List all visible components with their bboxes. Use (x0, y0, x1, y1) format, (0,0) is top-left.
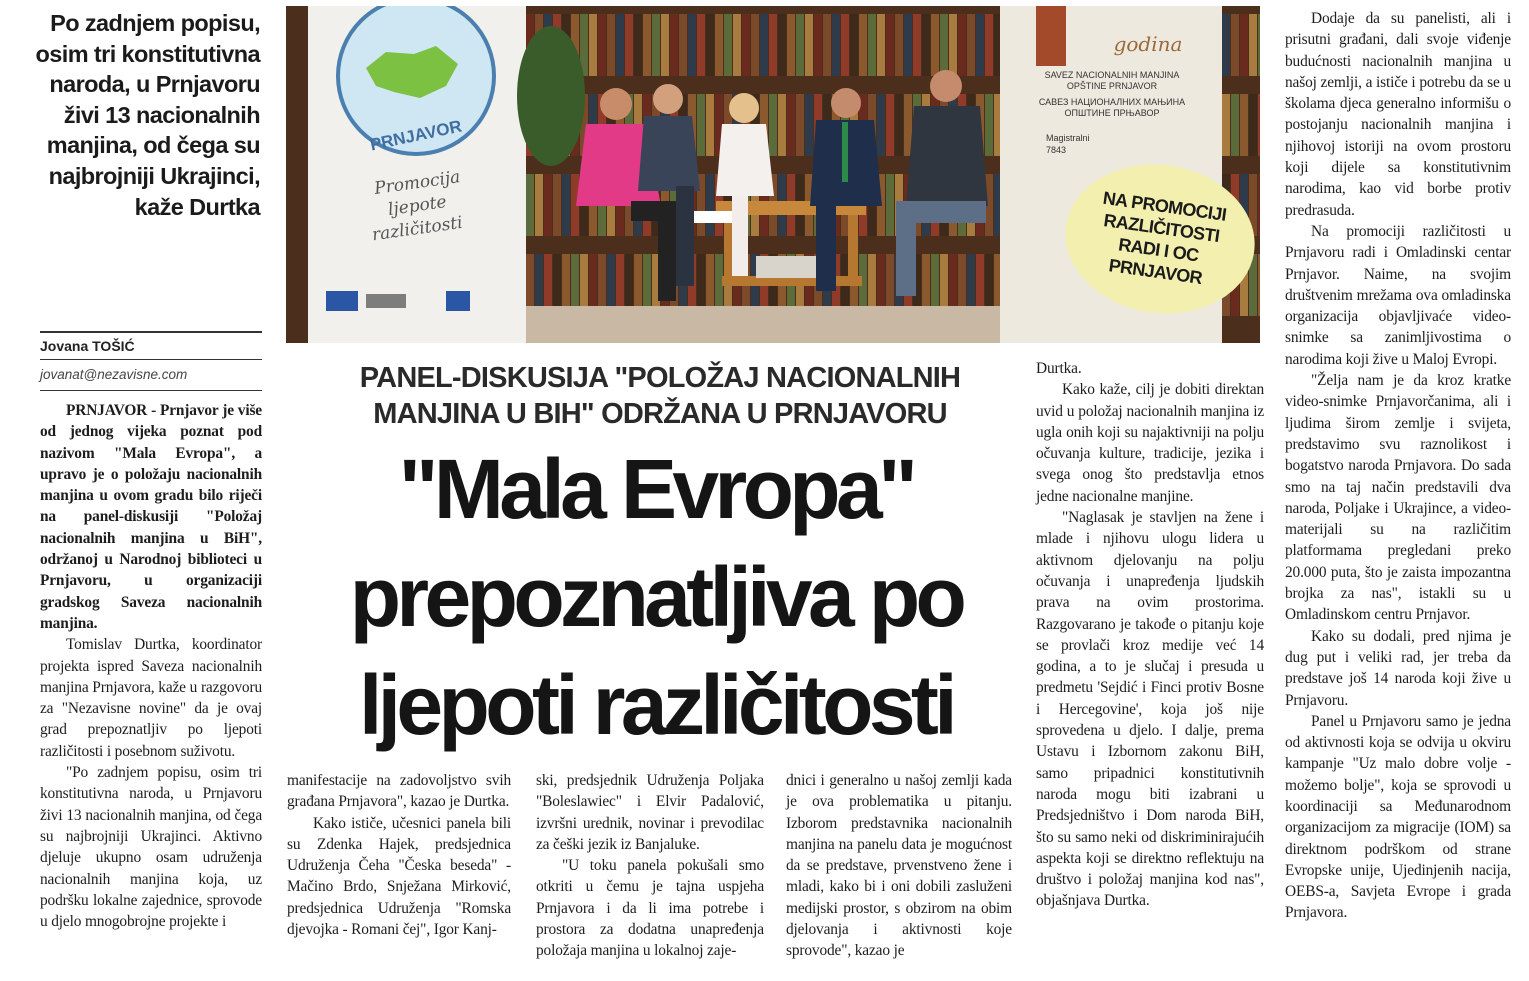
paragraph: "Naglasak je stavljen na žene i mlade i njihovu ulogu lidera u aktivnom djelovanju na polju očuvanja i unapređenja ljudskih prava na ovim prostorima. Razgovarano je takođe o pitanju koje se provlači kroz medije već 14 godina, a to je slučaj i presuda u predmetu 'Sejdić i Finci protiv Bosne i Hercegovine', koja još nije sprovedena u djelo. I dalje, prema Ustavu i Izbornom zakonu BiH, samo pripadnici konstitutivnih naroda mogu biti izabrani u Predsjedništvo i Dom naroda BiH, što su samo neki od diskriminirajućih aspekta koji se direktno reflektuju na društvo i položaj manjina kod nas", objašnjava Durtka. (1036, 509, 1264, 910)
author-rule-mid (40, 359, 262, 360)
paragraph: "Želja nam je da kroz kratke video-snimke Prnjavorčanima, ali i ljudima širom zemlje i svijeta, predstavimo svu raznolikost i bogatstvo naroda Prnjavora. Do sada smo na taj način predstavili dva naroda, Poljake i Ukrajince, a video-materijali su na različitim platformama pregledani preko 20.000 puta, što je zaista impozantna brojka za nas", istakli su u Omladinskom centru Prnjavor. (1285, 372, 1511, 624)
headline-line-2: prepoznatljiva po (349, 550, 963, 644)
paragraph: Durtka. (1036, 360, 1082, 377)
paragraph: "U toku panela pokušali smo otkriti u čemu je tajna uspjeha Prnjavora i da li ima potrebe i prostora za dodatna unapređenja položaja manjina u lokalnoj zaje- (536, 857, 764, 960)
banner-line-2: ljepote (386, 192, 448, 221)
paragraph: "Po zadnjem popisu, osim tri konstitutivna naroda, u Prnjavoru živi 13 nacionalnih manjina, od čega su najbrojniji Ukrajinci. Aktivno djeluje ukupno osam udruženja nacionalnih manjina koja, uz podršku lokalne zajednice, sprovode u djelo mnogobrojne projekte i (40, 764, 262, 931)
lead-paragraph: PRNJAVOR - Prnjavor je više od jednog vijeka poznat pod nazivom "Mala Evropa", a upravo je o položaju nacionalnih manjina u ovom gradu bilo riječi na panel-diskusiji "Položaj nacionalnih manjina u BiH", održanoj u Narodnoj biblioteci u Prnjavoru, u organizaciji gradskog Saveza nacionalnih manjina. (40, 402, 262, 632)
paragraph: manifestacije na zadovoljstvo svih građana Prnjavora", kazao je Durtka. (287, 772, 511, 811)
paragraph: Kako kaže, cilj je dobiti direktan uvid u položaj nacionalnih manjina iz ugla onih koji su najaktivniji na polju očuvanja kulture, tradicije, jezika i svega onog što predstavlja etnos jedne nacionalne manjine. (1036, 381, 1264, 505)
banner-right-godina: godina (1113, 32, 1183, 56)
paragraph: Tomislav Durtka, koordinator projekta ispred Saveza nacionalnih manjina Prnjavora, kaže u razgovoru za "Nezavisne novine" da je ovaj grad prepoznatljiv po ljepoti različitosti i posebnom suživotu. (40, 636, 262, 760)
headline (286, 435, 1026, 759)
body-column-2 (287, 770, 511, 940)
author-rule-bottom (40, 390, 262, 391)
banner-right-line-6: 7843 (1046, 145, 1067, 155)
banner-right-line-4: ОПШТИНЕ ПРЊАВОР (1064, 108, 1160, 118)
author-byline: Jovana TOŠIĆ (40, 338, 135, 354)
banner-right-line-2: OPŠTINE PRNJAVOR (1066, 81, 1158, 91)
paragraph: dnici i generalno u našoj zemlji kada je ova problematika u pitanju. Izborom predstavnika nacionalnih manjina na panelu data je mogućnost da se predstave, prvenstveno žene i mladi, kako bi i oni dobili zasluženi medijski prostor, s obzirom na obim djelovanja i aktivnosti koje sprovode", kazao je (786, 772, 1012, 960)
banner-line-3: različitosti (370, 212, 464, 246)
paragraph: ski, predsjednik Udruženja Poljaka "Boleslawiec" i Elvir Padalović, izvršni urednik, novinar i prevodilac za češki jezik iz Banjaluke. (536, 772, 764, 853)
paragraph: Kako su dodali, pred njima je dug put i veliki rad, jer treba da predstave još 14 naroda koji žive u Prnjavoru. (1285, 627, 1511, 709)
kicker-line-1: PANEL-DISKUSIJA "POLOŽAJ NACIONALNIH (359, 362, 961, 394)
kicker (290, 360, 1030, 432)
body-column-6 (1285, 8, 1511, 924)
author-rule-top (40, 331, 262, 333)
pull-quote: Po zadnjem popisu, osim tri konstitutivna naroda, u Prnjavoru živi 13 nacionalnih manjina, od čega su najbrojniji Ukrajinci, kaže Durtka (35, 10, 260, 220)
banner-line-1: Promocija (373, 167, 462, 199)
promo-badge: NA PROMOCIJI RAZLIČITOSTI RADI I OC PRNJAVOR (1056, 152, 1265, 325)
banner-logo-bottom: PRNJAVOR (368, 116, 464, 155)
banner-right-line-3: САВЕЗ НАЦИОНАЛНИХ МАЊИНА (1038, 97, 1186, 107)
body-column-4 (786, 770, 1012, 962)
headline-line-1: "Mala Evropa" (398, 442, 914, 536)
paragraph: Kako ističe, učesnici panela bili su Zdenka Hajek, predsjednica Udruženja Čeha "Česka beseda" - Mačino Brdo, Snježana Mirković, predsjednica Udruženja "Romska djevojka - Romani čej", Igor Kanj- (287, 814, 511, 939)
body-column-5 (1036, 358, 1264, 912)
banner-right-line-5: Magistralni (1046, 133, 1090, 143)
kicker-line-2: MANJINA U BIH" ODRŽANA U PRNJAVORU (373, 398, 947, 430)
banner-right-line-1: SAVEZ NACIONALNIH MANJINA (1044, 70, 1180, 80)
body-column-1 (40, 400, 262, 932)
paragraph: Panel u Prnjavoru samo je jedna od aktivnosti koja se odvija u okviru kampanje "Uz malo dobre volje - možemo bolje", koja se sprovodi u koordinaciji sa Međunarodnom organizacijom za migracije (IOM) sa direktnom podrškom od strane Evropske unije, Ujedinjenih nacija, OEBS-a, Savjeta Evrope i grada Prnjavora. (1285, 712, 1511, 922)
author-email: jovanat@nezavisne.com (40, 367, 188, 382)
body-column-3 (536, 770, 764, 962)
paragraph: Dodaje da su panelisti, ali i prisutni građani, dali svoje viđenje budućnosti nacionalnih manjina u našoj zemlji, a ističe i potrebu da se u školama djeca generalno informišu o postojanju nacionalnih manjina i njihovoj istoriji na ovom prostoru koji dijele sa konstitutivnim narodima, kao vid borbe protiv predrasuda. (1285, 10, 1511, 219)
paragraph: Na promociji različitosti u Prnjavoru radi i Omladinski centar Prnjavor. Naime, na svojim društvenim mrežama ova omladinska organizacija objavljivaće video-snimke sa zanimljivostima o narodima koji žive u Maloj Evropi. (1285, 222, 1511, 368)
headline-line-3: ljepoti različitosti (358, 658, 954, 752)
